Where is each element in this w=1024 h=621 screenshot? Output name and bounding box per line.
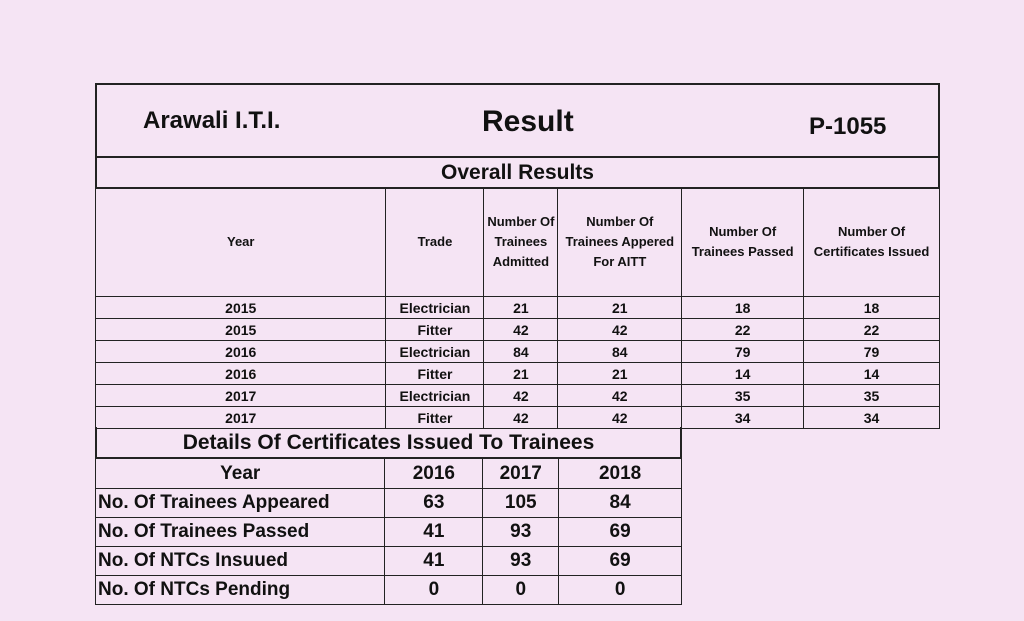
document-header [95,83,940,158]
school-name: Arawali I.T.I. [143,107,281,134]
table-row [96,407,940,429]
table-cell: Electrician [386,341,484,363]
table-row [96,297,940,319]
table-cell: 21 [558,363,682,385]
column-header: Year [96,459,385,489]
row-label: No. Of Trainees Appeared [96,489,385,518]
table-cell: Fitter [386,319,484,341]
table-cell: 105 [483,489,559,518]
table-cell: 84 [484,341,558,363]
table-header-row [96,188,940,297]
table-cell: 34 [804,407,940,429]
table-cell: 79 [682,341,804,363]
table-cell: 93 [483,547,559,576]
table-cell: 22 [804,319,940,341]
table-cell: 41 [385,518,483,547]
table-cell: 63 [385,489,483,518]
table-header-row [96,459,682,489]
table-cell: 42 [484,407,558,429]
table-cell: 18 [804,297,940,319]
table-cell: 2015 [96,297,386,319]
table-cell: 35 [682,385,804,407]
column-header: Number Of Certificates Issued [804,188,940,297]
table-cell: 35 [804,385,940,407]
table-cell: 0 [385,576,483,605]
overall-results-table [95,187,940,429]
row-label: No. Of NTCs Insuued [96,547,385,576]
overall-results-title: Overall Results [95,156,940,189]
table-cell: Fitter [386,407,484,429]
table-row [96,547,682,576]
table-cell: 21 [484,363,558,385]
table-cell: 14 [804,363,940,385]
table-cell: Electrician [386,385,484,407]
column-header: Trade [386,188,484,297]
table-cell: 93 [483,518,559,547]
table-row [96,385,940,407]
table-cell: 34 [682,407,804,429]
column-header: Year [96,188,386,297]
column-header: 2018 [559,459,682,489]
table-row [96,518,682,547]
table-cell: 2016 [96,363,386,385]
column-header: Number Of Trainees Passed [682,188,804,297]
column-header: 2016 [385,459,483,489]
table-cell: 42 [558,319,682,341]
table-row [96,341,940,363]
table-cell: 41 [385,547,483,576]
table-cell: Fitter [386,363,484,385]
table-cell: 2016 [96,341,386,363]
document-title: Result [482,105,574,138]
table-row [96,489,682,518]
column-header: 2017 [483,459,559,489]
certificate-details-title: Details Of Certificates Issued To Trainees [95,427,682,459]
table-cell: 18 [682,297,804,319]
table-cell: 79 [804,341,940,363]
table-cell: 69 [559,518,682,547]
table-cell: 21 [558,297,682,319]
table-cell: 2017 [96,385,386,407]
table-cell: 21 [484,297,558,319]
table-cell: 22 [682,319,804,341]
table-cell: 84 [558,341,682,363]
table-cell: 0 [559,576,682,605]
table-cell: 42 [558,385,682,407]
certificate-details-table [95,458,682,605]
table-cell: 0 [483,576,559,605]
table-cell: 2015 [96,319,386,341]
row-label: No. Of NTCs Pending [96,576,385,605]
table-cell: 14 [682,363,804,385]
row-label: No. Of Trainees Passed [96,518,385,547]
table-cell: Electrician [386,297,484,319]
table-cell: 84 [559,489,682,518]
table-cell: 42 [484,319,558,341]
table-cell: 42 [484,385,558,407]
table-row [96,319,940,341]
table-row [96,576,682,605]
table-cell: 69 [559,547,682,576]
document-code: P-1055 [809,113,887,140]
table-cell: 42 [558,407,682,429]
table-row [96,363,940,385]
column-header: Number Of Trainees Appered For AITT [558,188,682,297]
column-header: Number Of Trainees Admitted [484,188,558,297]
table-cell: 2017 [96,407,386,429]
